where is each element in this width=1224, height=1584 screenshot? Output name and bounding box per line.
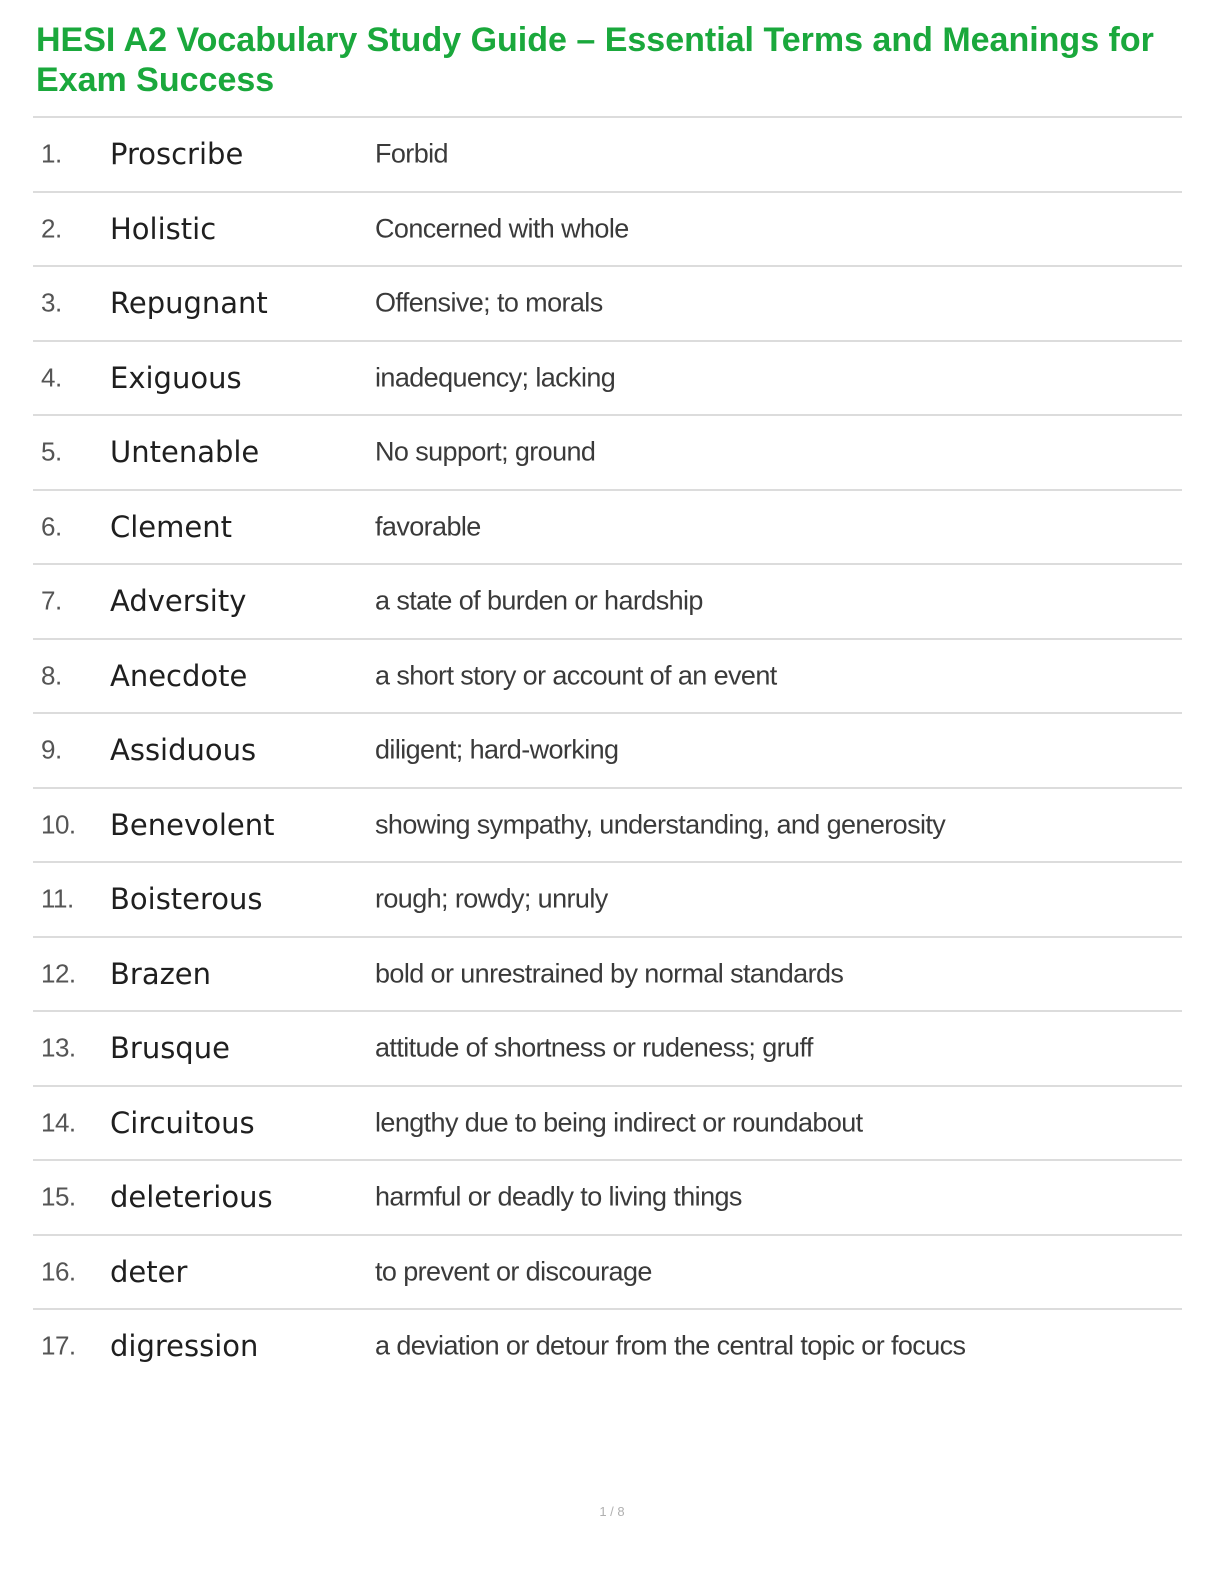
vocab-number: 14. — [41, 1107, 76, 1138]
vocab-row — [33, 1087, 1182, 1162]
vocab-definition: Concerned with whole — [375, 213, 629, 244]
vocab-row — [33, 640, 1182, 715]
vocab-row — [33, 118, 1182, 193]
vocab-number: 7. — [41, 585, 62, 616]
vocab-term: Exiguous — [110, 360, 242, 395]
vocab-definition: Offensive; to morals — [375, 287, 603, 318]
vocab-definition: to prevent or discourage — [375, 1256, 652, 1287]
vocab-term: Anecdote — [110, 658, 248, 693]
vocab-term: Brusque — [110, 1031, 230, 1066]
vocab-definition: a short story or account of an event — [375, 660, 777, 691]
vocab-definition: a state of burden or hardship — [375, 585, 703, 616]
vocab-number: 9. — [41, 734, 62, 765]
vocab-definition: showing sympathy, understanding, and generosity — [375, 809, 946, 840]
vocab-term: deleterious — [110, 1180, 273, 1215]
vocab-number: 10. — [41, 809, 76, 840]
vocab-definition: harmful or deadly to living things — [375, 1181, 742, 1212]
vocab-number: 5. — [41, 436, 62, 467]
vocab-row — [33, 491, 1182, 566]
vocab-number: 2. — [41, 213, 62, 244]
vocab-row — [33, 1236, 1182, 1311]
vocab-term: Adversity — [110, 584, 247, 619]
vocab-term: Assiduous — [110, 733, 257, 768]
vocab-row — [33, 789, 1182, 864]
vocab-term: deter — [110, 1254, 188, 1289]
page-number: 1 / 8 — [599, 1504, 625, 1519]
vocab-definition: bold or unrestrained by normal standards — [375, 958, 844, 989]
vocab-term: Benevolent — [110, 807, 275, 842]
vocab-row — [33, 863, 1182, 938]
vocab-term: Repugnant — [110, 286, 268, 321]
vocab-number: 15. — [41, 1181, 76, 1212]
vocab-number: 3. — [41, 287, 62, 318]
vocab-row — [33, 416, 1182, 491]
vocab-definition: inadequency; lacking — [375, 362, 616, 393]
vocab-term: Clement — [110, 509, 232, 544]
vocab-row — [33, 938, 1182, 1013]
vocab-row — [33, 1161, 1182, 1236]
vocab-number: 17. — [41, 1330, 76, 1361]
vocabulary-list — [33, 116, 1182, 1383]
vocab-number: 16. — [41, 1256, 76, 1287]
vocab-term: Brazen — [110, 956, 212, 991]
vocab-term: Boisterous — [110, 882, 263, 917]
vocab-definition: rough; rowdy; unruly — [375, 883, 608, 914]
vocab-definition: No support; ground — [375, 436, 596, 467]
vocab-term: Holistic — [110, 211, 217, 246]
page-title: HESI A2 Vocabulary Study Guide – Essential Terms and Meanings for Exam Success — [36, 21, 1154, 99]
vocab-row — [33, 1012, 1182, 1087]
vocab-row — [33, 342, 1182, 417]
vocab-definition: attitude of shortness or rudeness; gruff — [375, 1032, 813, 1063]
vocab-row — [33, 193, 1182, 268]
vocab-number: 11. — [41, 883, 74, 914]
vocab-row — [33, 1310, 1182, 1383]
vocab-term: Proscribe — [110, 137, 244, 172]
vocab-definition: a deviation or detour from the central topic or focucs — [375, 1330, 966, 1361]
vocab-term: Untenable — [110, 435, 260, 470]
vocab-number: 8. — [41, 660, 62, 691]
vocab-number: 12. — [41, 958, 76, 989]
vocab-row — [33, 267, 1182, 342]
vocab-term: digression — [110, 1329, 259, 1364]
vocab-number: 1. — [41, 138, 62, 169]
vocab-number: 4. — [41, 362, 62, 393]
vocab-definition: Forbid — [375, 138, 448, 169]
vocab-definition: diligent; hard-working — [375, 734, 619, 765]
vocab-row — [33, 714, 1182, 789]
vocab-number: 13. — [41, 1032, 76, 1063]
vocab-number: 6. — [41, 511, 62, 542]
vocab-row — [33, 565, 1182, 640]
vocab-definition: lengthy due to being indirect or roundabout — [375, 1107, 863, 1138]
vocab-term: Circuitous — [110, 1105, 255, 1140]
vocab-definition: favorable — [375, 511, 481, 542]
